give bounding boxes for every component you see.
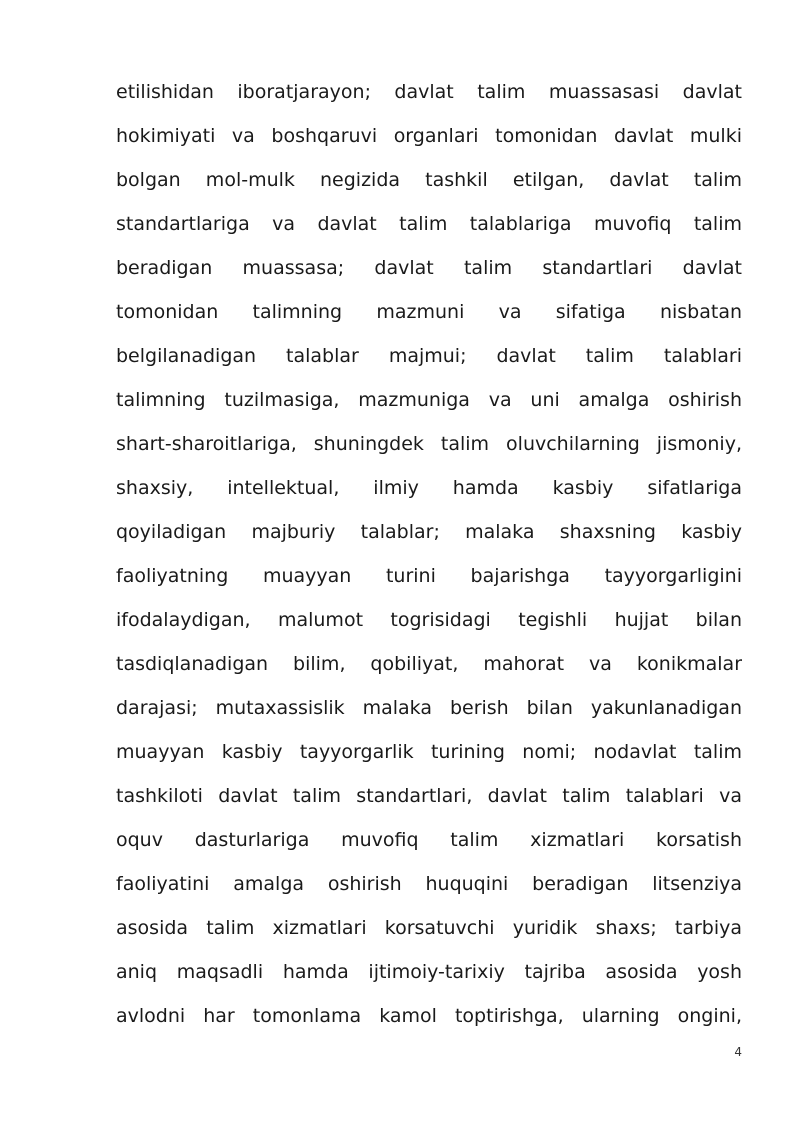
text-line: faoliyatini amalga oshirish huquqini beradigan litsenziya [116, 873, 742, 895]
text-line: tashkiloti davlat talim standartlari, davlat talim talablari va [116, 785, 742, 807]
page-number: 4 [734, 1045, 742, 1059]
text-line: tasdiqlanadigan bilim, qobiliyat, mahorat va konikmalar [116, 653, 742, 675]
text-line: standartlariga va davlat talim talablariga muvofiq talim [116, 213, 742, 235]
text-line: ifodalaydigan, malumot togrisidagi tegishli hujjat bilan [116, 609, 742, 631]
text-line: qoyiladigan majburiy talablar; malaka shaxsning kasbiy [116, 521, 742, 543]
text-line: aniq maqsadli hamda ijtimoiy-tarixiy tajriba asosida yosh [116, 961, 742, 983]
text-line: faoliyatning muayyan turini bajarishga tayyorgarligini [116, 565, 742, 587]
text-line: shaxsiy, intellektual, ilmiy hamda kasbiy sifatlariga [116, 477, 742, 499]
text-line: asosida talim xizmatlari korsatuvchi yuridik shaxs; tarbiya [116, 917, 742, 939]
text-line: beradigan muassasa; davlat talim standartlari davlat [116, 257, 742, 279]
text-line: darajasi; mutaxassislik malaka berish bilan yakunlanadigan [116, 697, 742, 719]
text-line: hokimiyati va boshqaruvi organlari tomonidan davlat mulki [116, 125, 742, 147]
text-line: shart-sharoitlariga, shuningdek talim oluvchilarning jismoniy, [116, 433, 742, 455]
text-line: oquv dasturlariga muvofiq talim xizmatlari korsatish [116, 829, 742, 851]
text-line: avlodni har tomonlama kamol toptirishga, ularning ongini, [116, 1005, 742, 1027]
body-text [116, 70, 742, 1038]
text-line: etilishidan iboratjarayon; davlat talim muassasasi davlat [116, 81, 742, 103]
text-line: tomonidan talimning mazmuni va sifatiga nisbatan [116, 301, 742, 323]
text-line: talimning tuzilmasiga, mazmuniga va uni amalga oshirish [116, 389, 742, 411]
text-line: muayyan kasbiy tayyorgarlik turining nomi; nodavlat talim [116, 741, 742, 763]
text-line: belgilanadigan talablar majmui; davlat talim talablari [116, 345, 742, 367]
text-line: bolgan mol-mulk negizida tashkil etilgan, davlat talim [116, 169, 742, 191]
